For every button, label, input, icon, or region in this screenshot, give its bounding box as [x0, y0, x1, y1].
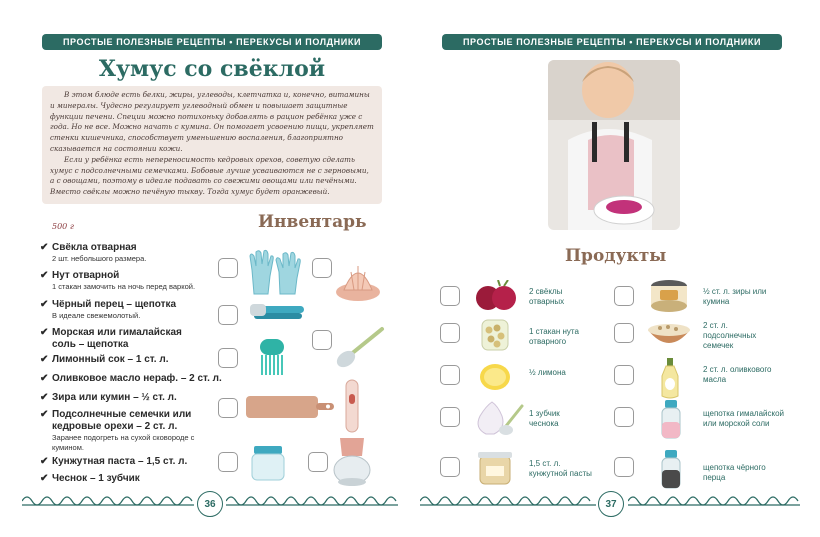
ingredient-item: ✔ Зира или кумин – ½ ст. л.	[40, 392, 177, 403]
tahini-jar-icon	[474, 448, 516, 486]
check-icon: ✔	[40, 327, 49, 338]
ingredient-item: ✔ Кунжутная паста – 1,5 ст. л.	[40, 456, 188, 467]
checkbox-board[interactable]	[218, 398, 238, 418]
product-label: 2 ст. л. подсолнечных семечек	[703, 321, 757, 350]
lemon-icon	[478, 362, 512, 392]
check-icon: ✔	[40, 409, 49, 420]
check-icon: ✔	[40, 473, 49, 484]
cutting-board-icon	[244, 392, 336, 422]
ingredient-item: ✔ Чеснок – 1 зубчик	[40, 473, 140, 484]
checkbox-pepper[interactable]	[614, 457, 634, 477]
ingredient-item: ✔ Чёрный перец – щепотка В идеале свежемолотый.	[40, 299, 177, 320]
olive-oil-icon	[658, 356, 682, 400]
checkbox-seeds[interactable]	[614, 323, 634, 343]
brush-icon	[254, 337, 290, 377]
product-label: ½ лимона	[529, 368, 566, 377]
garlic-icon	[472, 398, 524, 438]
checkbox-spoon[interactable]	[312, 330, 332, 350]
product-label: 2 свёклы отварных	[529, 287, 565, 306]
checkbox-tahini[interactable]	[440, 457, 460, 477]
page-number-right: 37	[598, 491, 624, 517]
footer-ornament-left	[22, 492, 194, 510]
check-icon: ✔	[40, 373, 49, 384]
header-bar-right: ПРОСТЫЕ ПОЛЕЗНЫЕ РЕЦЕПТЫ • ПЕРЕКУСЫ И ПОЛДНИКИ	[442, 34, 782, 50]
product-label: 2 ст. л. оливкового масла	[703, 365, 772, 384]
seeds-bowl-icon	[646, 316, 692, 352]
blender-icon	[332, 378, 372, 488]
chickpea-jar-icon	[480, 316, 510, 352]
gloves-icon	[246, 246, 306, 296]
ingredient-item: ✔ Подсолнечные семечки или кедровые орехи – 2 ст. л. Заранее подогреть на сухой сковороде с кумином.	[40, 409, 195, 452]
intro-paragraph-2: Если у ребёнка есть непереносимость кедровых орехов, советую сделать хумус с подсолнечными семечками. Бобовые лучше усваиваются не с зерновыми, а с овощами, поэтому в идеале подавать со свежими овощами или печёными. Вместо свёклы можно печёную тыкву. Тогда хумус будет оранжевый.	[50, 154, 369, 197]
product-label: щепотка чёрного перца	[703, 463, 766, 482]
child-photo	[548, 60, 680, 230]
check-icon: ✔	[40, 354, 49, 365]
beet-icon	[474, 280, 518, 312]
checkbox-brush[interactable]	[218, 348, 238, 368]
jar-icon	[248, 444, 288, 482]
product-label: 1,5 ст. л. кунжутной пасты	[529, 459, 592, 478]
checkbox-olive-oil[interactable]	[614, 365, 634, 385]
checkbox-blender[interactable]	[308, 452, 328, 472]
ingredient-item: ✔ Нут отварной 1 стакан замочить на ночь перед варкой.	[40, 270, 196, 291]
ingredient-item: ✔ Оливковое масло нераф. – 2 ст. л.	[40, 373, 222, 384]
ingredient-item: ✔ Лимонный сок – 1 ст. л.	[40, 354, 169, 365]
product-label: щепотка гималайской или морской соли	[703, 409, 784, 428]
page-number-left: 36	[197, 491, 223, 517]
salt-shaker-icon	[658, 398, 684, 440]
recipe-title: Хумус со свёклой	[98, 56, 326, 82]
right-page	[410, 0, 820, 537]
check-icon: ✔	[40, 270, 49, 281]
product-label: ½ ст. л. зиры или кумина	[703, 287, 767, 306]
check-icon: ✔	[40, 242, 49, 253]
intro-box	[42, 86, 382, 204]
garlic-press-icon	[248, 298, 306, 326]
product-label: 1 стакан нута отварного	[529, 327, 579, 346]
footer-ornament-left-2	[226, 492, 398, 510]
inventory-title: Инвентарь	[258, 212, 367, 232]
intro-paragraph-1: В этом блюде есть белки, жиры, углеводы, клетчатка и, конечно, витамины и минералы. Чудесно регулирует углеводный обмен и повышает защитные функции печени. Специи можно потихоньку добавлять в рацион ребёнка уже с года. Но не все. Можно начать с кумина. Он помогает усвоению пищи, укрепляет стенки кишечника, способствует уменьшению воспаления, благоприятно сказывается на состоянии кожи.	[50, 90, 374, 153]
checkbox-jar[interactable]	[218, 452, 238, 472]
checkbox-juicer[interactable]	[312, 258, 332, 278]
cumin-tin-icon	[648, 276, 690, 314]
checkbox-chickpea[interactable]	[440, 323, 460, 343]
footer-ornament-right	[420, 492, 596, 510]
portion-size: 500 г	[52, 222, 74, 231]
checkbox-salt[interactable]	[614, 407, 634, 427]
ingredient-item: ✔ Свёкла отварная 2 шт. небольшого размера.	[40, 242, 147, 263]
checkbox-gloves[interactable]	[218, 258, 238, 278]
ingredient-item: ✔ Морская или гималайская соль – щепотка	[40, 327, 182, 350]
footer-ornament-right-2	[628, 492, 800, 510]
check-icon: ✔	[40, 392, 49, 403]
checkbox-garlic[interactable]	[440, 407, 460, 427]
checkbox-lemon[interactable]	[440, 365, 460, 385]
product-label: 1 зубчик чеснока	[529, 409, 560, 428]
checkbox-cumin[interactable]	[614, 286, 634, 306]
checkbox-beet[interactable]	[440, 286, 460, 306]
check-icon: ✔	[40, 299, 49, 310]
spoon-icon	[334, 325, 386, 371]
pepper-shaker-icon	[658, 448, 684, 490]
header-bar-left: ПРОСТЫЕ ПОЛЕЗНЫЕ РЕЦЕПТЫ • ПЕРЕКУСЫ И ПОЛДНИКИ	[42, 34, 382, 50]
checkbox-garlic-press[interactable]	[218, 305, 238, 325]
juicer-icon	[334, 262, 382, 304]
check-icon: ✔	[40, 456, 49, 467]
products-title: Продукты	[565, 246, 667, 266]
